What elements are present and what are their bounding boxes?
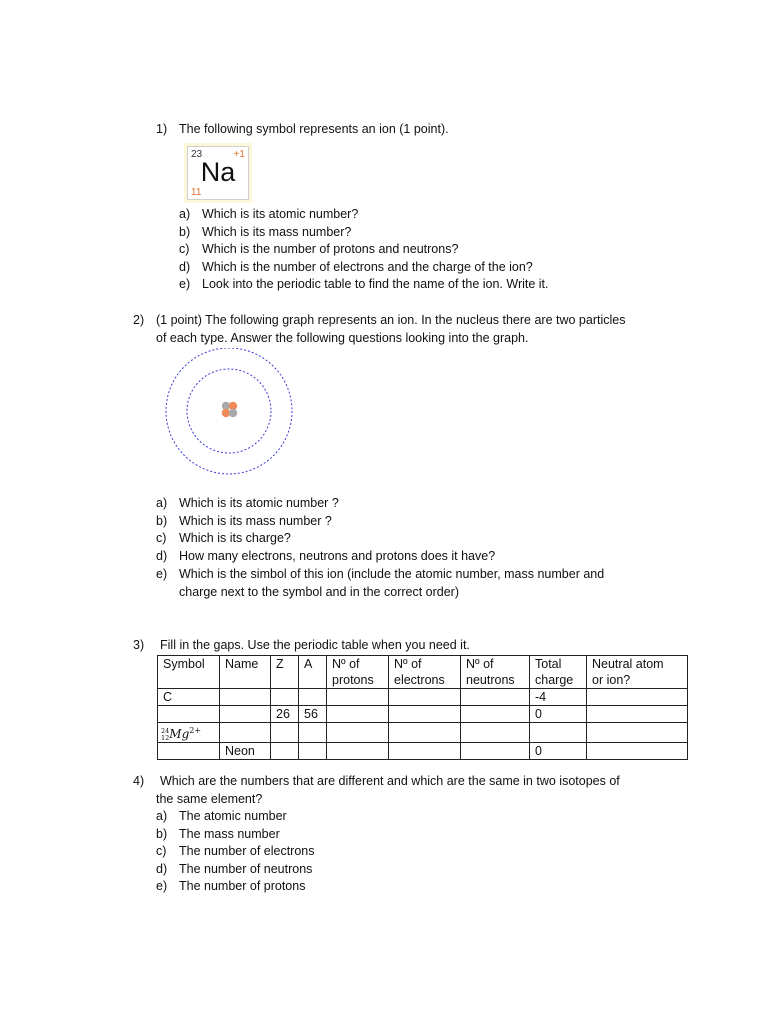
question-3-number: 3) — [133, 638, 145, 652]
question-3-text: Fill in the gaps. Use the periodic table when you need it. — [160, 638, 470, 652]
table-row — [158, 743, 688, 760]
table-cell[interactable] — [327, 743, 389, 760]
sodium-atomic-number: 11 — [191, 187, 202, 198]
table-cell[interactable]: 0 — [530, 743, 587, 760]
table-cell[interactable] — [461, 689, 530, 706]
table-cell[interactable]: 26 — [271, 706, 299, 723]
table-row — [158, 706, 688, 723]
table-cell[interactable] — [389, 689, 461, 706]
q4-item-text: The number of neutrons — [179, 862, 313, 876]
mg-element-symbol: Mg — [169, 727, 190, 742]
table-row — [158, 689, 688, 706]
q4-item-label: d) — [156, 862, 168, 876]
table-cell[interactable] — [220, 723, 271, 743]
table-cell[interactable] — [299, 743, 327, 760]
q4-item-text: The number of electrons — [179, 844, 315, 858]
question-1-number: 1) — [156, 122, 168, 136]
table-cell[interactable] — [389, 706, 461, 723]
table-cell[interactable] — [327, 689, 389, 706]
q2-item-label: e) — [156, 567, 168, 581]
table-header-row — [158, 656, 688, 689]
table-row — [158, 723, 688, 743]
q2-item-text-continued: charge next to the symbol and in the correct order) — [179, 585, 460, 599]
table-cell[interactable] — [327, 723, 389, 743]
table-cell[interactable] — [587, 706, 688, 723]
q1-item-label: a) — [179, 207, 191, 221]
table-cell[interactable] — [530, 723, 587, 743]
table-cell[interactable] — [327, 706, 389, 723]
sodium-ion-symbol — [184, 143, 252, 203]
header-electrons: Nº of electrons — [389, 656, 461, 689]
table-cell[interactable] — [587, 743, 688, 760]
question-2-number: 2) — [133, 313, 145, 327]
header-symbol: Symbol — [158, 656, 220, 689]
q4-item-text: The atomic number — [179, 809, 287, 823]
table-cell[interactable]: Neon — [220, 743, 271, 760]
neutron-particle — [229, 409, 237, 417]
q2-item-label: a) — [156, 496, 168, 510]
ion-diagram — [160, 348, 300, 478]
table-cell[interactable]: -4 — [530, 689, 587, 706]
magnesium-ion-symbol[interactable] — [158, 723, 220, 743]
q1-item-text: Which is its mass number? — [202, 225, 352, 239]
table-cell[interactable] — [220, 706, 271, 723]
q1-item-text: Which is the number of electrons and the charge of the ion? — [202, 260, 533, 274]
table-cell[interactable]: C — [158, 689, 220, 706]
header-total-charge: Total charge — [530, 656, 587, 689]
header-neutral-or-ion: Neutral atom or ion? — [587, 656, 688, 689]
question-2-text-line1: (1 point) The following graph represents an ion. In the nucleus there are two particles — [156, 313, 626, 327]
table-cell[interactable] — [299, 723, 327, 743]
table-cell[interactable] — [461, 723, 530, 743]
question-1-text: The following symbol represents an ion (1 point). — [179, 122, 449, 136]
q4-item-text: The mass number — [179, 827, 280, 841]
question-2-text-line2: of each type. Answer the following questions looking into the graph. — [156, 331, 529, 345]
question-4-text-line2: the same element? — [156, 792, 263, 806]
header-neutrons: Nº of neutrons — [461, 656, 530, 689]
q2-item-label: d) — [156, 549, 168, 563]
question-4-text-line1: Which are the numbers that are different and which are the same in two isotopes of — [160, 774, 620, 788]
fill-in-table — [157, 655, 688, 760]
q4-item-label: a) — [156, 809, 168, 823]
question-4-number: 4) — [133, 774, 145, 788]
mg-mass-number: 24 — [161, 727, 170, 736]
table-cell[interactable] — [461, 743, 530, 760]
q1-item-label: d) — [179, 260, 191, 274]
q1-item-label: e) — [179, 277, 191, 291]
q1-item-label: c) — [179, 242, 190, 256]
header-name: Name — [220, 656, 271, 689]
header-protons: Nº of protons — [327, 656, 389, 689]
q2-item-text: Which is its atomic number ? — [179, 496, 339, 510]
table-cell[interactable] — [271, 723, 299, 743]
table-cell[interactable]: 0 — [530, 706, 587, 723]
header-a: A — [299, 656, 327, 689]
table-cell[interactable] — [461, 706, 530, 723]
q2-item-text: Which is the simbol of this ion (include the atomic number, mass number and — [179, 567, 605, 581]
sodium-element-symbol: Na — [200, 157, 236, 187]
mg-atomic-number: 12 — [161, 733, 170, 742]
sodium-mass-number: 23 — [191, 149, 203, 160]
table-cell[interactable] — [158, 706, 220, 723]
table-cell[interactable] — [587, 689, 688, 706]
table-cell[interactable] — [271, 689, 299, 706]
table-cell[interactable] — [299, 689, 327, 706]
q4-item-text: The number of protons — [179, 879, 306, 893]
q1-item-text: Look into the periodic table to find the name of the ion. Write it. — [202, 277, 549, 291]
sodium-charge: +1 — [233, 149, 245, 160]
header-z: Z — [271, 656, 299, 689]
q4-item-label: b) — [156, 827, 168, 841]
table-cell[interactable] — [271, 743, 299, 760]
q1-item-label: b) — [179, 225, 191, 239]
q2-item-label: c) — [156, 531, 167, 545]
table-cell[interactable] — [587, 723, 688, 743]
mg-charge: 2+ — [189, 726, 202, 735]
table-cell[interactable] — [389, 743, 461, 760]
q1-item-text: Which is its atomic number? — [202, 207, 359, 221]
q4-item-label: c) — [156, 844, 167, 858]
table-cell[interactable] — [220, 689, 271, 706]
q2-item-text: Which is its mass number ? — [179, 514, 332, 528]
table-cell[interactable]: 56 — [299, 706, 327, 723]
q2-item-text: Which is its charge? — [179, 531, 291, 545]
q1-item-text: Which is the number of protons and neutrons? — [202, 242, 459, 256]
q2-item-text: How many electrons, neutrons and protons does it have? — [179, 549, 496, 563]
q4-item-label: e) — [156, 879, 168, 893]
table-cell[interactable] — [389, 723, 461, 743]
q2-item-label: b) — [156, 514, 168, 528]
table-cell[interactable] — [158, 743, 220, 760]
